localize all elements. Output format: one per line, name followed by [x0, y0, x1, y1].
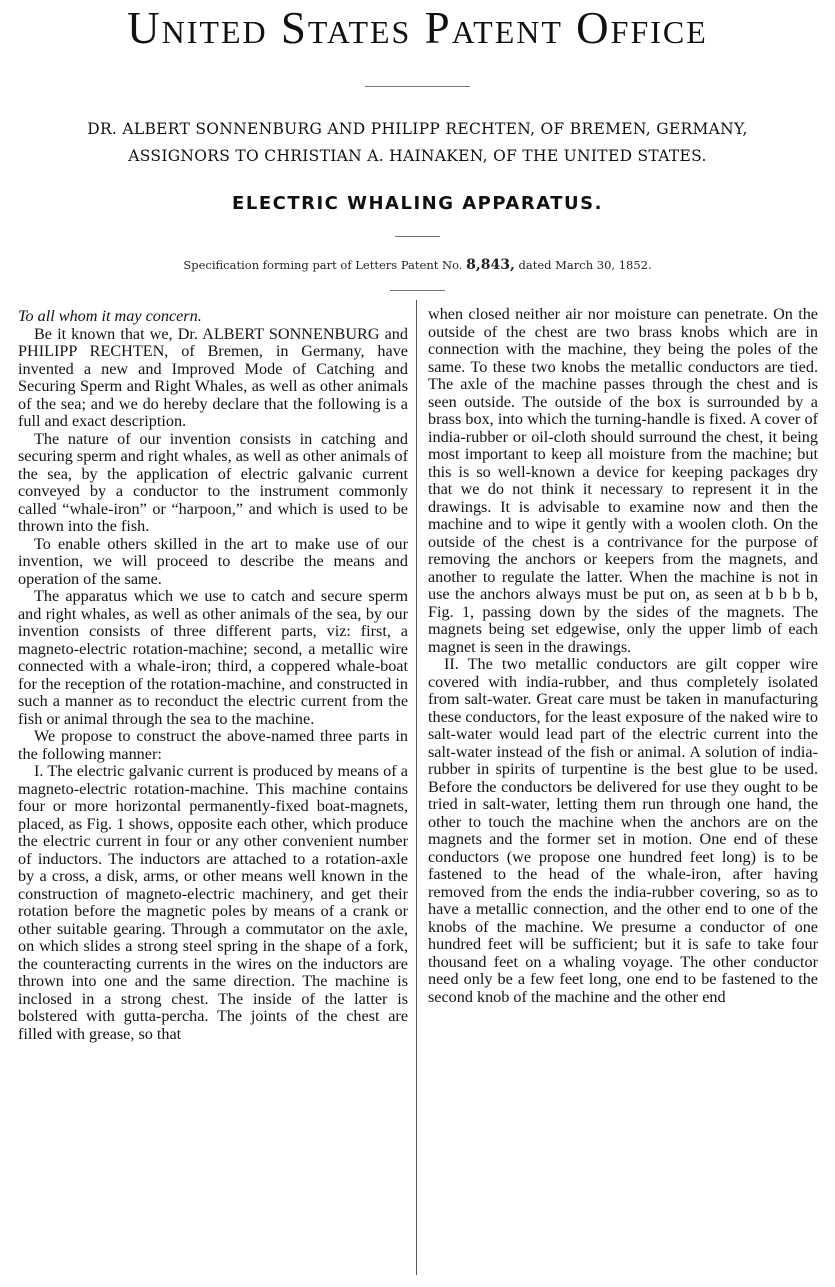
spec-text-before: Specification forming part of Letters Patent No. [183, 258, 463, 272]
left-column [18, 308, 408, 1043]
right-column [428, 306, 818, 1006]
heading-rule-3 [390, 290, 445, 291]
paragraph: II. The two metallic conductors are gilt copper wire covered with india-rubber, and thus completely isolated from salt-water. Great care must be taken in manufacturing these conductors, for the least exposure of the naked wire to salt-water would lead part of the electric current into the salt-water instead of the fish or animal. A solution of india-rubber in spirits of turpentine is the best glue to be used. Before the conductors be delivered for use they ought to be tried in salt-water, letting them run through one hand, the other to touch the machine when the anchors are on the magnets and the former set in motion. One end of these conductors (we propose one hundred feet long) is to be fastened to the head of the whale-iron, after having removed from the ends the india-rubber covering, so as to have a metallic connection, and the other end to one of the knobs of the machine. We presume a conductor of one hundred feet will be sufficient; but it is safe to take four thousand feet on a whaling voyage. The other conductor need only be a few feet long, one end to be fastened to the second knob of the machine and the other end [428, 655, 818, 1006]
authors-block [0, 116, 835, 170]
paragraph: The apparatus which we use to catch and secure sperm and right whales, as well as other animals of the sea, by our invention consists of three different parts, viz: first, a magneto-electric rotation-machine; second, a metallic wire connected with a whale-iron; third, a coppered whale-boat for the reception of the rotation-machine, and constructed in such a manner as to reconduct the electric current from the fish or animal through the sea to the machine. [18, 587, 408, 728]
paragraph: I. The electric galvanic current is produced by means of a magneto-electric rotation-machine. This machine contains four or more horizontal permanently-fixed boat-magnets, placed, as Fig. 1 shows, opposite each other, which produce the electric current in four or any other convenient number of inductors. The inductors are attached to a rotation-axle by a cross, a disk, arms, or other means well known in the construction of magneto-electric machinery, and get their rotation before the magnetic poles by means of a crank or other suitable gearing. Through a commutator on the axle, on which slides a strong steel spring in the shape of a fork, the counteracting currents in the wires on the inductors are thrown into one and the same direction. The machine is inclosed in a strong chest. The inside of the latter is bolstered with gutta-percha. The joints of the chest are filled with grease, so that [18, 762, 408, 1043]
paragraph: when closed neither air nor moisture can penetrate. On the outside of the chest are two brass knobs which are in connection with the machine, they being the poles of the same. To these two knobs the metallic conductors are tied. The axle of the machine passes through the chest and is seen outside. The outside of the box is surrounded by a brass box, into which the turning-handle is fixed. A cover of india-rubber or oil-cloth should surround the chest, it being most important to keep all moisture from the machine; but this is so well-known a device for keeping packages dry that we do not think it necessary to represent it in the drawings. It is advisable to examine now and then the machine and to wipe it gently with a woolen cloth. On the outside of the chest is a contrivance for the purpose of removing the anchors or keepers from the magnets, and another to regulate the latter. When the machine is not in use the anchors always must be put on, as seen at b b b b, Fig. 1, passing down by the sides of the magnets. The magnets being set edgewise, only the upper limb of each magnet is seen in the drawings. [428, 305, 818, 656]
heading-rule-2 [395, 236, 440, 237]
column-divider [416, 300, 417, 1275]
salutation: To all whom it may concern. [18, 307, 202, 325]
paragraph: The nature of our invention consists in catching and securing sperm and right whales, as well as other animals of the sea, by the application of electric galvanic current conveyed by a conductor to the instrument commonly called “whale-iron” or “harpoon,” and which is used to be thrown into the fish. [18, 429, 408, 535]
specification-line [0, 257, 835, 273]
invention-title: ELECTRIC WHALING APPARATUS. [232, 193, 603, 214]
spec-text-after: dated March 30, 1852. [518, 258, 652, 272]
authors-line-2: ASSIGNORS TO CHRISTIAN A. HAINAKEN, OF THE UNITED STATES. [128, 147, 707, 165]
heading-rule-1 [365, 86, 470, 87]
paragraph: To enable others skilled in the art to make use of our invention, we will proceed to describe the means and operation of the same. [18, 534, 408, 588]
authors-line-1: DR. ALBERT SONNENBURG AND PHILIPP RECHTEN, OF BREMEN, GERMANY, [87, 120, 748, 138]
paragraph: Be it known that we, Dr. ALBERT SONNENBURG and PHILIPP RECHTEN, of Bremen, in Germany, have invented a new and Improved Mode of Catching and Securing Sperm and Right Whales, as well as other animals of the sea; and we do hereby declare that the following is a full and exact description. [18, 324, 408, 430]
patent-number: 8,843, [466, 257, 515, 273]
patent-office-heading: United States Patent Office [127, 3, 708, 53]
paragraph: We propose to construct the above-named three parts in the following manner: [18, 727, 408, 763]
